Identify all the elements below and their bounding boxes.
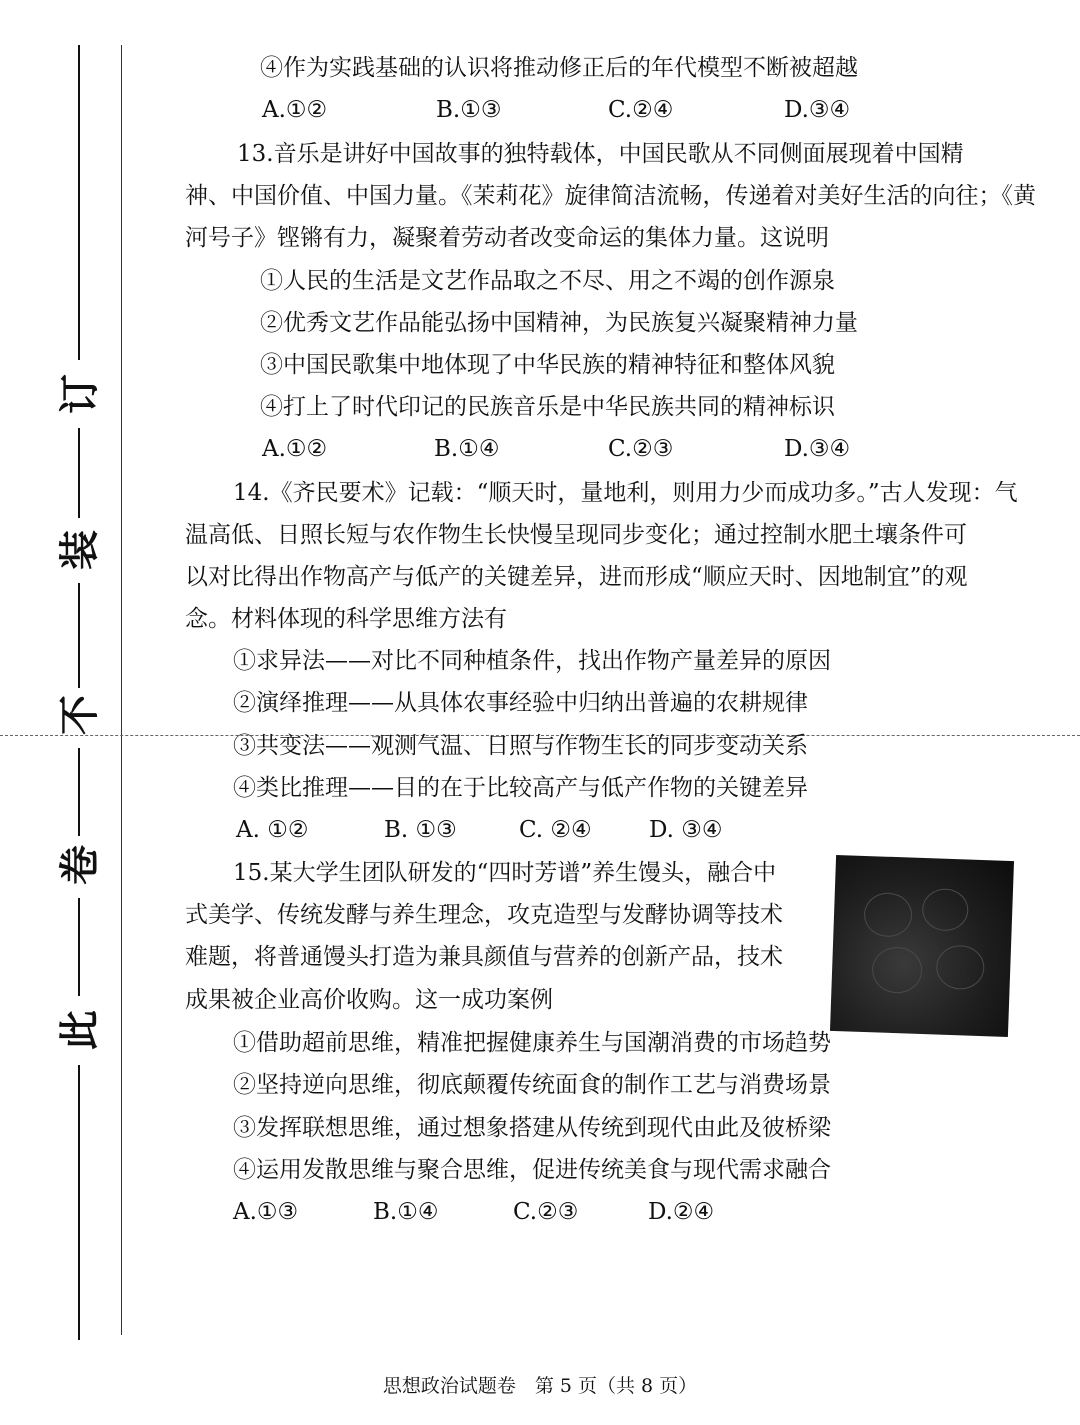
binding-rule [78, 45, 80, 360]
answer-choice-b: B.①④ [373, 1199, 439, 1225]
page-footer: 思想政治试题卷 第 5 页（共 8 页） [382, 1375, 698, 1397]
bun-shape [863, 892, 913, 938]
question-option: ③中国民歌集中地体现了中华民族的精神特征和整体风貌 [260, 352, 835, 378]
question-stem-line: 温高低、日照长短与农作物生长快慢呈现同步变化；通过控制水肥土壤条件可 [185, 522, 967, 548]
question-option: ③发挥联想思维，通过想象搭建从传统到现代由此及彼桥梁 [233, 1115, 831, 1141]
answer-choice-d: D. ③④ [649, 817, 723, 843]
question-stem-line: 13.音乐是讲好中国故事的独特载体，中国民歌从不同侧面展现着中国精 [237, 141, 964, 167]
answer-choice-c: C.②④ [608, 97, 674, 123]
bun-shape [871, 946, 923, 994]
steamed-bun-photo [830, 855, 1014, 1037]
answer-choice-a: A.①② [262, 97, 328, 123]
question-stem-line: 念。材料体现的科学思维方法有 [185, 606, 507, 632]
question-option: ①人民的生活是文艺作品取之不尽、用之不竭的创作源泉 [260, 268, 835, 294]
binding-rule [78, 583, 80, 688]
binding-char-bu: 不 [56, 695, 103, 735]
answer-choice-a: A.①② [262, 436, 328, 462]
answer-choice-a: A.①③ [233, 1199, 299, 1225]
answer-choice-c: C. ②④ [519, 817, 592, 843]
question-option: ④运用发散思维与聚合思维，促进传统美食与现代需求融合 [233, 1157, 831, 1183]
question-option: ④类比推理——目的在于比较高产与低产作物的关键差异 [233, 775, 808, 801]
question-option: ②坚持逆向思维，彻底颠覆传统面食的制作工艺与消费场景 [233, 1072, 831, 1098]
question-stem-line: 以对比得出作物高产与低产的关键差异，进而形成“顺应天时、因地制宜”的观 [185, 564, 968, 590]
answer-choice-b: B. ①③ [384, 817, 457, 843]
answer-choice-d: D.③④ [784, 436, 851, 462]
binding-rule [78, 1065, 80, 1340]
binding-char-zhuang: 装 [56, 530, 103, 570]
answer-choice-c: C.②③ [608, 436, 674, 462]
question-stem-line: 15.某大学生团队研发的“四时芳谱”养生馒头，融合中 [233, 860, 777, 886]
bun-shape [922, 888, 969, 932]
binding-char-juan: 卷 [56, 845, 103, 885]
question-option: ④打上了时代印记的民族音乐是中华民族共同的精神标识 [260, 394, 835, 420]
question-option: ②演绎推理——从具体农事经验中归纳出普遍的农耕规律 [233, 690, 808, 716]
binding-char-ding: 订 [56, 374, 103, 414]
question-stem-line: 式美学、传统发酵与养生理念，攻克造型与发酵协调等技术 [185, 902, 783, 928]
answer-choice-c: C.②③ [513, 1199, 579, 1225]
answer-choice-d: D.③④ [784, 97, 851, 123]
margin-rule [121, 45, 122, 1335]
question-option: ②优秀文艺作品能弘扬中国精神，为民族复兴凝聚精神力量 [260, 310, 858, 336]
question-option: ④作为实践基础的认识将推动修正后的年代模型不断被超越 [260, 55, 858, 81]
question-stem-line: 河号子》铿锵有力，凝聚着劳动者改变命运的集体力量。这说明 [185, 225, 829, 251]
question-option: ①求异法——对比不同种植条件，找出作物产量差异的原因 [233, 648, 831, 674]
binding-rule [78, 898, 80, 996]
answer-choice-d: D.②④ [648, 1199, 715, 1225]
binding-char-ci: 此 [56, 1010, 103, 1050]
question-option: ③共变法——观测气温、日照与作物生长的同步变动关系 [233, 733, 808, 759]
question-stem-line: 14.《齐民要术》记载：“顺天时，量地利，则用力少而成功多。”古人发现：气 [233, 480, 1018, 506]
answer-choice-b: B.①③ [436, 97, 502, 123]
answer-choice-b: B.①④ [434, 436, 500, 462]
question-stem-line: 神、中国价值、中国力量。《茉莉花》旋律简洁流畅，传递着对美好生活的向往；《黄 [185, 183, 1036, 209]
bun-shape [936, 945, 986, 991]
question-option: ①借助超前思维，精准把握健康养生与国潮消费的市场趋势 [233, 1030, 831, 1056]
question-stem-line: 难题，将普通馒头打造为兼具颜值与营养的创新产品，技术 [185, 944, 783, 970]
binding-rule [78, 428, 80, 518]
question-stem-line: 成果被企业高价收购。这一成功案例 [185, 987, 553, 1013]
answer-choice-a: A. ①② [236, 817, 309, 843]
binding-rule [78, 748, 80, 836]
